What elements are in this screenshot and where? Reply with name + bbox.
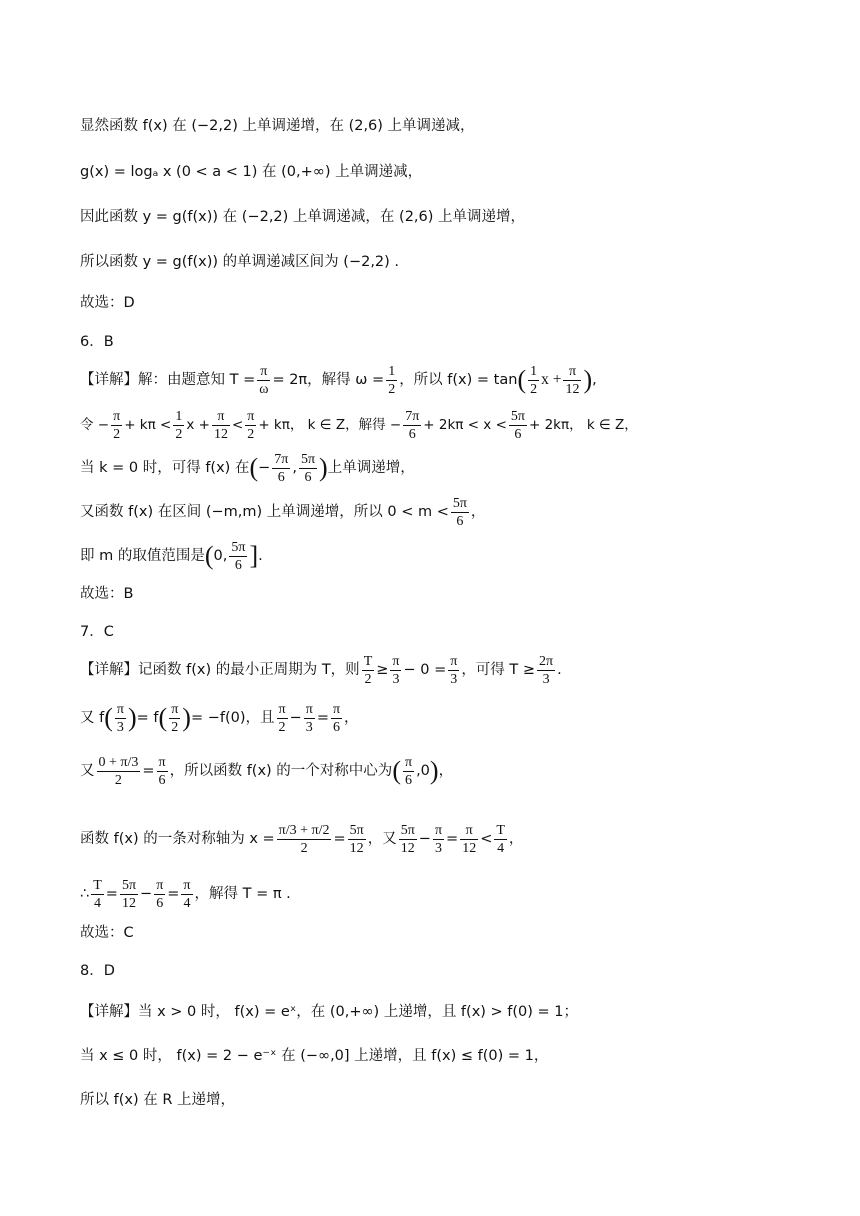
text-line: 即 m 的取值范围是 ( 0, $\frac{5\pi}{6}$ ] . [80, 539, 263, 573]
fraction: $\frac{1}{2}$ [388, 363, 396, 397]
text-line: 【详解】当 x > 0 时， f(x) = eˣ，在 (0,+∞) 上递增，且 f(x) > f(0) = 1； [80, 1004, 579, 1020]
text-line: ∴ $\frac{T}{4}$ = $\frac{5\pi}{12}$ − $\frac{\pi}{6}$ = $\frac{\pi}{4}$ ，解得 T = π . [80, 877, 291, 911]
answer-line: 故选：B [80, 586, 134, 602]
text-line: 当 x ≤ 0 时， f(x) = 2 − e⁻ˣ 在 (−∞,0] 上递增，且 f(x) ≤ f(0) = 1， [80, 1048, 549, 1064]
fraction: $\frac{1}{2}$ [530, 363, 538, 397]
question-number: 8．D [80, 963, 115, 979]
answer-line: 故选：D [80, 295, 135, 311]
text-line: 【详解】记函数 f(x) 的最小正周期为 T，则 $\frac{T}{2}$ ≥ $\frac{\pi}{3}$ − 0 = $\frac{\pi}{3}$ ，可得 T ≥ $\frac{2\pi}{3}$ . [80, 653, 562, 687]
text-line: 函数 f(x) 的一条对称轴为 x = $\frac{\pi/3 + \pi/2}{2}$ = $\frac{5\pi}{12}$ ，又 $\frac{5\pi}{12}$ − $\frac{\pi}{3}$ = $\frac{\pi}{12}$ < $\frac{T}{4}$ ， [80, 822, 524, 856]
fraction: $\frac{\pi}{\omega}$ [259, 363, 269, 397]
text-line: 显然函数 f(x) 在 (−2,2) 上单调递增，在 (2,6) 上单调递减， [80, 118, 475, 134]
text-line: 又函数 f(x) 在区间 (−m,m) 上单调递增，所以 0 < m < $\frac{5\pi}{6}$ ， [80, 495, 486, 529]
text-line: g(x) = logₐ x (0 < a < 1) 在 (0,+∞) 上单调递减， [80, 164, 423, 180]
text-line: 又 $\frac{0 + \pi/3}{2}$ = $\frac{\pi}{6}$ ，所以函数 f(x) 的一个对称中心为 ( $\frac{\pi}{6}$ ,0 ) ， [80, 754, 454, 788]
answer-line: 故选：C [80, 925, 134, 941]
text-line: 因此函数 y = g(f(x)) 在 (−2,2) 上单调递减，在 (2,6) 上单调递增， [80, 209, 526, 225]
text-line: 所以 f(x) 在 R 上递增， [80, 1092, 236, 1108]
text-line: 所以函数 y = g(f(x)) 的单调递减区间为 (−2,2) . [80, 254, 400, 270]
text-line: 又 f ( $\frac{\pi}{3}$ ) = f ( $\frac{\pi}{2}$ ) = −f(0)，且 $\frac{\pi}{2}$ − $\frac{\pi}{3}$ = $\frac{\pi}{6}$ ， [80, 701, 359, 735]
text-line: 令 − $\frac{\pi}{2}$ + kπ < $\frac{1}{2}$ x + $\frac{\pi}{12}$ < $\frac{\pi}{2}$ + kπ， k ∈ Z，解得 − $\frac{7\pi}{6}$ + 2kπ < x < $\frac{5\pi}{6}$ + 2kπ， k ∈ Z， [80, 408, 638, 442]
fraction: $\frac{\pi}{12}$ [565, 363, 580, 397]
text-line: 【详解】解：由题意知 T = $\frac{\pi}{\omega}$ = 2π，解得 ω = $\frac{1}{2}$ ，所以 f(x) = tan ( $\frac{1}{2}$ x + $\frac{\pi}{12}$ ) , [80, 363, 597, 397]
question-number: 7．C [80, 624, 114, 640]
text-line: 当 k = 0 时，可得 f(x) 在 ( − $\frac{7\pi}{6}$ , $\frac{5\pi}{6}$ ) 上单调递增， [80, 451, 415, 485]
question-number: 6．B [80, 334, 114, 350]
